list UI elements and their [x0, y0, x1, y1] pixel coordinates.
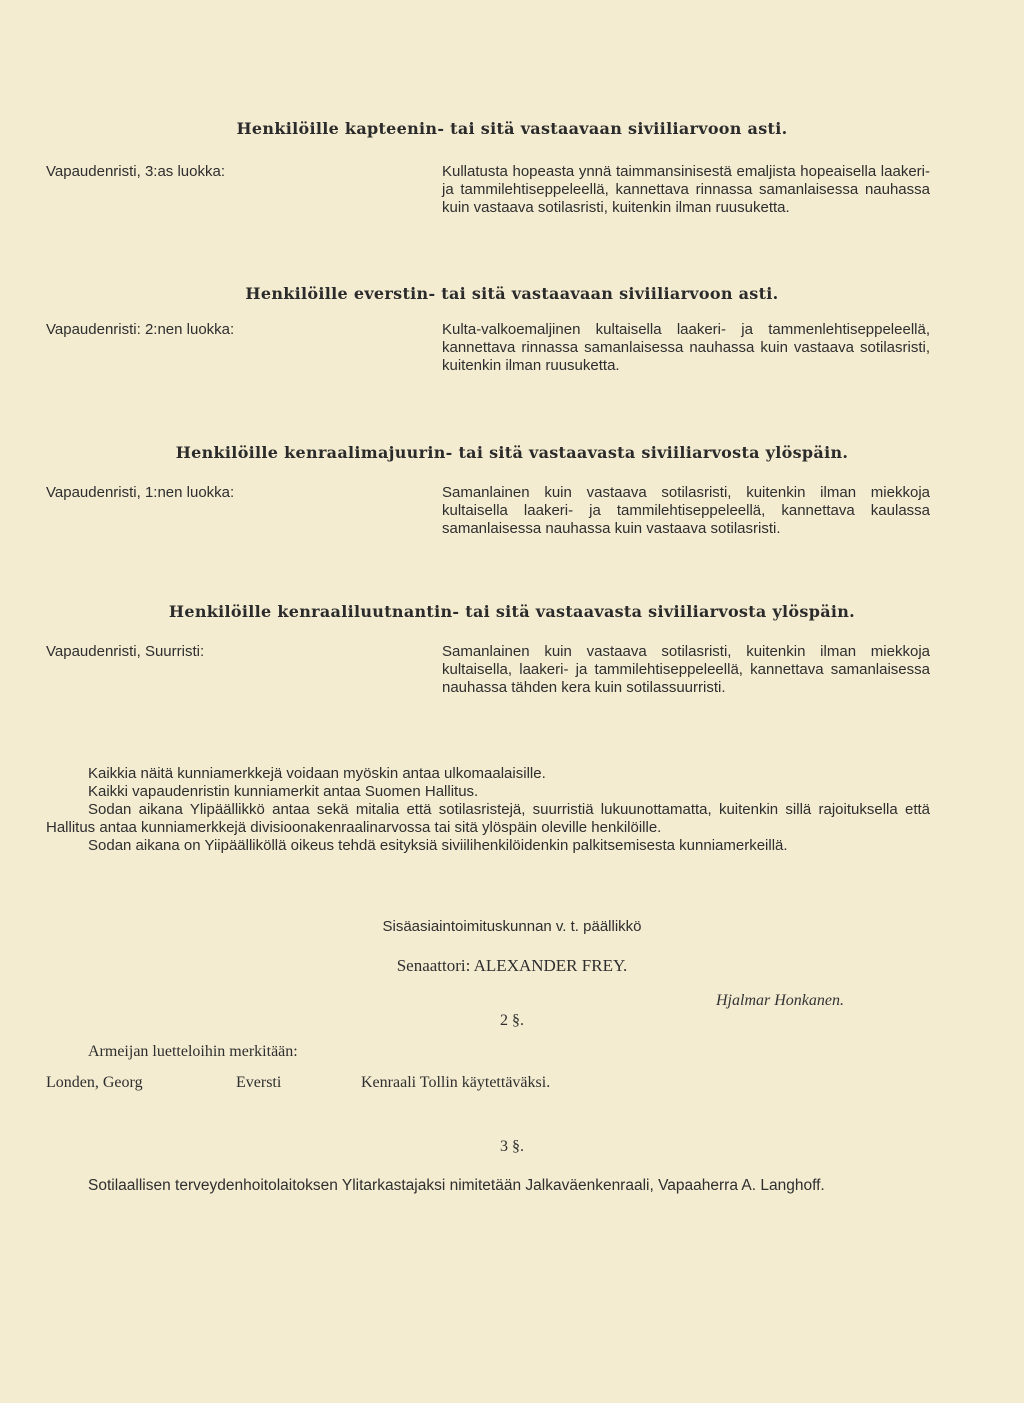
- section-2-intro-wrap: [46, 1043, 930, 1061]
- section-heading-1: Henkilöille kapteenin- tai sitä vastaavaan siviiliarvoon asti.: [236, 119, 788, 138]
- award-description-1: Kullatusta hopeasta ynnä taimmansinisestä emaljista hopeaisella laakeri- ja tammilehtiseppeleellä, kannettava rinnassa samanlaisessa nauhassa kuin vastaava sotilasristi, kuitenkin ilman ruusuketta.: [442, 163, 930, 216]
- section-2-intro: Armeijan luetteloihin merkitään:: [88, 1043, 298, 1060]
- section-3-text: Sotilaallisen terveydenhoitolaitoksen Ylitarkastajaksi nimitetään Jalkaväenkenraali, Vapaaherra A. Langhoff.: [88, 1177, 825, 1194]
- award-description-2: Kulta-valkoemaljinen kultaisella laakeri- ja tammenlehtiseppeleellä, kannettava rinnassa samanlaisessa nauhassa kuin vastaava sotilasristi, kuitenkin ilman ruusuketta.: [442, 321, 930, 374]
- appointment-note: Kenraali Tollin käytettäväksi.: [361, 1074, 551, 1091]
- paragraph-4: Sodan aikana on Yiipäälliköllä oikeus tehdä esityksiä siviilihenkilöidenkin palkitsemisesta kunniamerkeillä.: [88, 837, 788, 854]
- office-line: Sisäasiaintoimituskunnan v. t. päällikkö: [382, 918, 642, 935]
- section-heading-3: Henkilöille kenraalimajuurin- tai sitä vastaavasta siviiliarvosta ylöspäin.: [175, 443, 849, 462]
- section-3-number: 3 §.: [500, 1138, 524, 1155]
- paragraph-1: Kaikkia näitä kunniamerkkejä voidaan myöskin antaa ulkomaalaisille.: [88, 765, 546, 782]
- body-paragraphs: [46, 765, 930, 855]
- award-description-3: Samanlainen kuin vastaava sotilasristi, kuitenkin ilman miekkoja kultaisella laakeri- ja tammilehtiseppeleellä, kannettava kaulassa samanlaisessa nauhassa kuin vastaava sotilasristi.: [442, 484, 930, 537]
- signature: Hjalmar Honkanen.: [716, 992, 844, 1009]
- award-label-3: Vapaudenristi, 1:nen luokka:: [46, 484, 235, 501]
- paragraph-3: Sodan aikana Ylipäällikkö antaa sekä mitalia että sotilasristejä, suurristiä lukuunottamatta, kuitenkin sillä rajoituksella että Hallitus antaa kunniamerkkejä divisioonakenraalinarvossa tai sitä ylöspäin oleville henkilöille.: [46, 801, 930, 836]
- section-heading-2: Henkilöille everstin- tai sitä vastaavaan siviiliarvoon asti.: [245, 284, 779, 303]
- award-description-4: Samanlainen kuin vastaava sotilasristi, kuitenkin ilman miekkoja kultaisella, laakeri- ja tammilehtiseppeleellä, kannettava samanlaisessa nauhassa tähden kera kuin sotilassuurristi.: [442, 643, 930, 696]
- section-3-text-wrap: [46, 1177, 930, 1195]
- appointee-rank: Eversti: [236, 1074, 282, 1091]
- award-label-4: Vapaudenristi, Suurristi:: [46, 643, 205, 660]
- senator-line: Senaattori: ALEXANDER FREY.: [396, 956, 628, 975]
- award-label-1: Vapaudenristi, 3:as luokka:: [46, 163, 225, 180]
- section-heading-4: Henkilöille kenraaliluutnantin- tai sitä vastaavasta siviiliarvosta ylöspäin.: [168, 602, 856, 621]
- section-2-number: 2 §.: [500, 1012, 524, 1029]
- paragraph-2: Kaikki vapaudenristin kunniamerkit antaa Suomen Hallitus.: [88, 783, 479, 800]
- appointee-name: Londen, Georg: [46, 1074, 143, 1091]
- award-label-2: Vapaudenristi: 2:nen luokka:: [46, 321, 235, 338]
